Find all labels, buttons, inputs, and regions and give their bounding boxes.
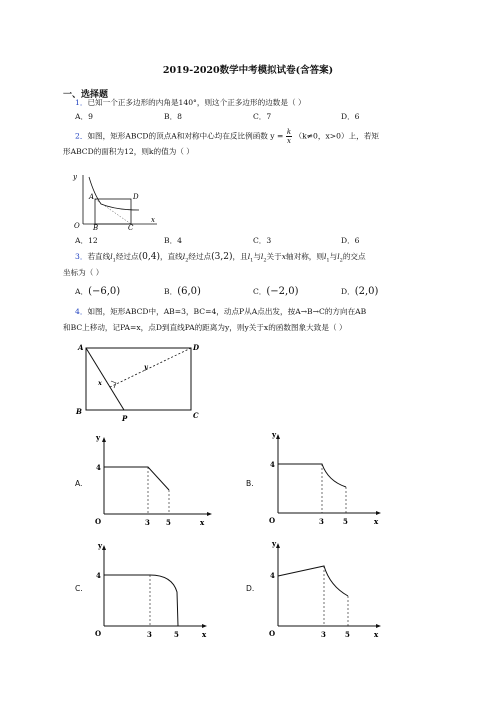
- perpendicular-from-d: [110, 348, 191, 387]
- graph-option-b-label: B.: [246, 479, 254, 488]
- axis-y-label: y: [98, 541, 103, 550]
- question-4-number: 4．: [75, 307, 88, 316]
- q3-option-b-label: B．: [164, 287, 178, 296]
- question-3-text-h: 轴对称，则: [286, 252, 324, 261]
- line-l2-subscript: 2: [339, 257, 343, 264]
- fig-label-x: x: [151, 216, 155, 224]
- question-3-text-e: ，且: [232, 252, 248, 261]
- q3-option-a-label: A．: [75, 287, 89, 296]
- point-0-4: (0,4): [138, 252, 160, 262]
- tick-3: 3: [319, 517, 324, 525]
- axis-x-label: x: [202, 630, 207, 639]
- line-l2-symbol: l: [260, 252, 264, 261]
- fig4-label-a: A: [78, 343, 84, 352]
- graph-option-a: [92, 432, 217, 528]
- q3-option-d: [341, 286, 378, 297]
- fig4-label-b: B: [76, 407, 82, 416]
- fig-label-d: D: [133, 193, 139, 201]
- q1-option-d: D．6: [341, 112, 360, 121]
- graph-option-b: [266, 429, 391, 525]
- question-3-text-f: 与: [253, 252, 261, 261]
- question-2: [75, 128, 379, 145]
- q3-option-c-label: C．: [253, 287, 267, 296]
- question-1: [75, 97, 306, 109]
- q2-option-a: A．12: [75, 236, 98, 245]
- y-axis-arrow-icon: [102, 545, 106, 550]
- q2-option-d: D．6: [341, 236, 360, 245]
- line-l1-subscript: 1: [112, 257, 116, 264]
- fig4-label-c: C: [193, 411, 199, 420]
- fig4-label-x: x: [98, 379, 102, 387]
- question-1-text: 已知一个正多边形的内角是140°，则这个正多边形的边数是（ ）: [87, 98, 306, 107]
- fig4-label-y: y: [144, 363, 148, 371]
- q3-option-d-label: D．: [341, 287, 355, 296]
- line-l1-subscript: 1: [326, 257, 330, 264]
- q1-option-b: B．8: [164, 112, 183, 121]
- tick-5: 5: [166, 518, 171, 527]
- fig-label-b: B: [93, 224, 99, 230]
- fig4-label-p: P: [122, 414, 128, 423]
- graph-option-a-label: A.: [75, 479, 83, 488]
- q2-option-c: C．3: [253, 236, 272, 245]
- graph-curve: [104, 575, 178, 626]
- question-3-text-b: 经过点: [115, 252, 139, 261]
- line-l1-symbol: l: [323, 252, 327, 261]
- fig-label-a: A: [89, 193, 95, 201]
- line-l2-symbol: l: [337, 252, 340, 261]
- origin-label: O: [95, 629, 102, 638]
- fig-label-c: C: [128, 224, 134, 230]
- question-4-text-b: 和BC上移动，记PA=x，点D到直线PA的距离为y，则y关于x的函数图象大致是（ ）: [63, 323, 347, 332]
- right-angle-mark: [111, 381, 116, 388]
- q2-figure: [71, 172, 161, 230]
- graph-option-c-label: C.: [75, 584, 83, 593]
- q4-rectangle-figure: [74, 340, 204, 426]
- question-3: [75, 251, 366, 267]
- hyperbola-curve: [89, 177, 139, 210]
- question-2-text-c: 形ABCD的面积为12，则k的值为（ ）: [63, 147, 194, 156]
- q3-option-a-value: (−6,0): [88, 286, 121, 297]
- question-3-text-g: 关于: [266, 252, 282, 261]
- line-l1-symbol: l: [110, 252, 113, 261]
- axis-y-label: y: [272, 539, 277, 548]
- section-heading: 一、选择题: [63, 90, 109, 100]
- question-2-text-a: 如图，矩形ABCD的顶点A和对称中心均在反比例函数 y =: [87, 131, 284, 141]
- point-3-2: (3,2): [211, 252, 233, 262]
- question-3-text-i: 与: [329, 252, 338, 261]
- question-3-number: 3．: [75, 252, 88, 261]
- q1-option-a: A．9: [75, 112, 93, 121]
- question-2-text-b: （k≠0，x>0）上，若矩: [294, 131, 379, 141]
- q1-option-c: C．7: [253, 112, 272, 121]
- graph-curve: [278, 464, 346, 487]
- line-l2-subscript: 2: [185, 257, 189, 264]
- question-4: [75, 306, 366, 318]
- tick-4: 4: [270, 571, 275, 580]
- q3-option-a: [75, 286, 120, 297]
- line-l1-subscript: 1: [250, 257, 254, 264]
- q3-option-d-value: (2,0): [354, 286, 379, 297]
- graph-option-d: [266, 538, 391, 640]
- origin-label: O: [269, 629, 276, 638]
- line-l1-symbol: l: [247, 252, 251, 261]
- q3-option-b-value: (6,0): [177, 286, 201, 297]
- graph-option-d-label: D.: [246, 584, 255, 593]
- question-3-text-a: 若直线: [87, 252, 111, 261]
- q3-option-c: [253, 286, 299, 297]
- fig4-label-d: D: [193, 343, 200, 352]
- tick-3: 3: [321, 630, 326, 639]
- y-axis-arrow-icon: [276, 434, 280, 439]
- question-1-number: 1．: [75, 98, 88, 107]
- q3-option-b: [164, 286, 201, 297]
- graph-curve: [278, 566, 348, 596]
- y-axis-arrow-icon: [276, 543, 280, 548]
- diagonal: [95, 199, 131, 224]
- tick-5: 5: [345, 630, 350, 639]
- q2-option-b: B．4: [164, 236, 183, 245]
- tick-4: 4: [96, 463, 101, 472]
- origin-label: O: [95, 517, 102, 526]
- tick-4: 4: [96, 571, 101, 580]
- axis-y-label: y: [272, 430, 277, 439]
- x-axis-arrow-icon: [376, 624, 381, 628]
- x-axis-arrow-icon: [376, 511, 381, 515]
- axis-y-label: y: [96, 433, 101, 442]
- fig-label-o: O: [74, 222, 80, 230]
- tick-5: 5: [343, 517, 348, 525]
- question-3-text-c: ，直线: [159, 252, 183, 261]
- tick-4: 4: [270, 460, 275, 469]
- page-title: 2019-2020数学中考模拟试卷(含答案): [162, 65, 334, 76]
- origin-label: O: [269, 516, 276, 525]
- tick-3: 3: [147, 630, 152, 639]
- line-l2-subscript: 2: [263, 257, 267, 264]
- fraction-denominator: x: [286, 137, 291, 145]
- segment-ap: [86, 348, 124, 410]
- question-2-number: 2．: [75, 131, 88, 141]
- variable-x: x: [281, 252, 287, 261]
- x-axis-arrow-icon: [207, 512, 212, 516]
- q3-option-c-value: (−2,0): [266, 286, 299, 297]
- question-4-text-a: 如图，矩形ABCD中，AB=3，BC=4，动点P从A点出发，按A→B→C的方向在AB: [87, 307, 367, 316]
- fraction-numerator: k: [286, 128, 292, 136]
- y-axis-arrow-icon: [102, 437, 106, 442]
- axis-x-label: x: [374, 630, 379, 639]
- graph-option-c: [92, 540, 217, 640]
- fraction-k-over-x: [286, 128, 292, 145]
- question-3-text-d: 经过点: [188, 252, 212, 261]
- question-3-text-j: 的交点: [342, 252, 366, 261]
- fig-label-y: y: [73, 173, 77, 181]
- question-3-text-k: 坐标为（ ）: [63, 268, 104, 277]
- graph-curve: [104, 467, 169, 490]
- axis-x-label: x: [200, 518, 205, 527]
- line-l2-symbol: l: [182, 252, 186, 261]
- tick-5: 5: [174, 630, 179, 639]
- tick-3: 3: [145, 518, 150, 527]
- x-axis-arrow-icon: [202, 624, 207, 628]
- axis-x-label: x: [374, 517, 379, 525]
